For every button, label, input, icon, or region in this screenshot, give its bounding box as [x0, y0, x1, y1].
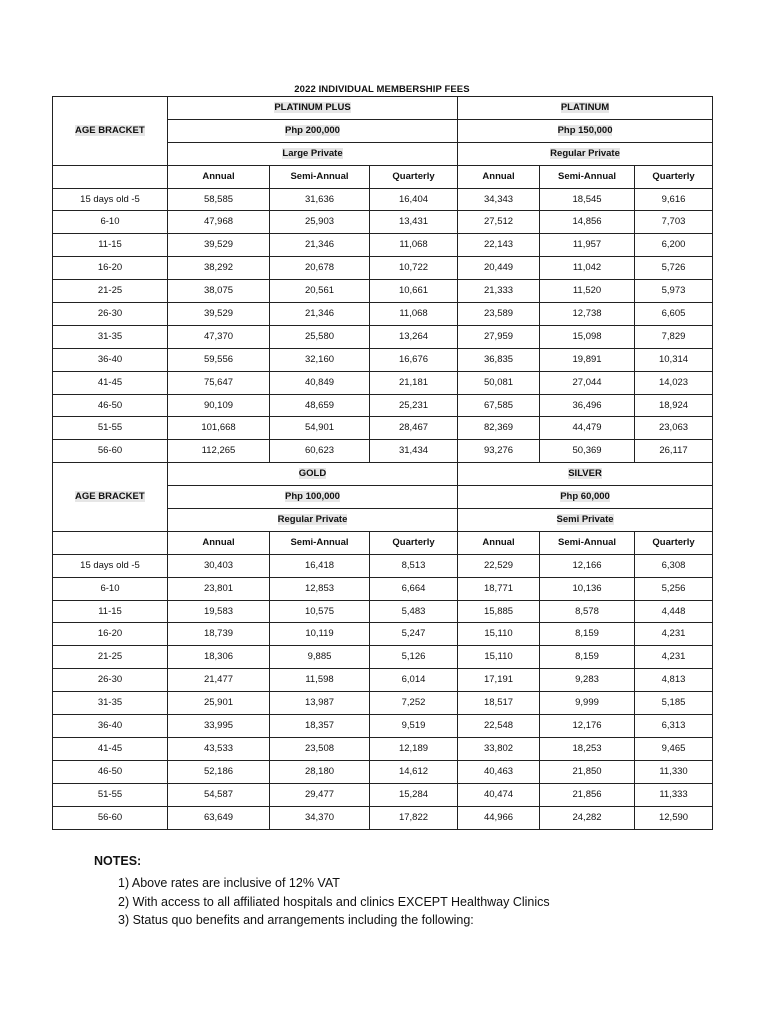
table-row [53, 211, 713, 234]
fee-cell: 67,585 [458, 394, 540, 417]
fee-cell: 8,159 [540, 646, 635, 669]
table-row [53, 577, 713, 600]
column-header: Quarterly [370, 531, 458, 554]
document-title: 2022 INDIVIDUAL MEMBERSHIP FEES [294, 84, 470, 95]
table-row [53, 234, 713, 257]
column-header: Quarterly [635, 165, 713, 188]
fee-cell: 7,703 [635, 211, 713, 234]
fee-cell: 34,343 [458, 188, 540, 211]
age-bracket-cell: 16-20 [53, 257, 168, 280]
table-row [53, 417, 713, 440]
fee-cell: 8,578 [540, 600, 635, 623]
fee-cell: 15,110 [458, 646, 540, 669]
age-bracket-cell: 11-15 [53, 600, 168, 623]
fee-cell: 27,512 [458, 211, 540, 234]
fee-cell: 26,117 [635, 440, 713, 463]
fee-cell: 18,545 [540, 188, 635, 211]
fee-cell: 11,042 [540, 257, 635, 280]
fee-cell: 30,403 [168, 554, 270, 577]
fee-cell: 44,966 [458, 806, 540, 829]
fee-cell: 11,068 [370, 234, 458, 257]
fee-cell: 15,885 [458, 600, 540, 623]
fee-cell: 54,587 [168, 783, 270, 806]
fee-cell: 47,968 [168, 211, 270, 234]
table-row [53, 440, 713, 463]
table-row [53, 715, 713, 738]
fee-cell: 22,548 [458, 715, 540, 738]
fee-cell: 5,126 [370, 646, 458, 669]
plan-price [458, 119, 713, 142]
age-bracket-cell: 56-60 [53, 806, 168, 829]
table-row [53, 737, 713, 760]
fee-cell: 5,973 [635, 280, 713, 303]
column-header: Semi-Annual [270, 165, 370, 188]
fee-cell: 27,044 [540, 371, 635, 394]
fee-cell: 12,189 [370, 737, 458, 760]
fee-cell: 12,590 [635, 806, 713, 829]
fee-cell: 6,605 [635, 303, 713, 326]
fee-cell: 25,231 [370, 394, 458, 417]
column-header: Annual [458, 165, 540, 188]
fee-cell: 9,283 [540, 669, 635, 692]
fee-cell: 11,957 [540, 234, 635, 257]
plan-price [168, 119, 458, 142]
age-bracket-cell: 11-15 [53, 234, 168, 257]
fees-table-body [53, 97, 713, 830]
fee-cell: 21,477 [168, 669, 270, 692]
fee-cell: 21,346 [270, 234, 370, 257]
fee-cell: 5,247 [370, 623, 458, 646]
age-bracket-header [53, 463, 168, 532]
fee-cell: 24,282 [540, 806, 635, 829]
fee-cell: 47,370 [168, 325, 270, 348]
table-row [53, 669, 713, 692]
age-bracket-cell: 6-10 [53, 211, 168, 234]
fee-cell: 23,589 [458, 303, 540, 326]
fee-cell: 10,722 [370, 257, 458, 280]
fee-cell: 13,264 [370, 325, 458, 348]
plan-room-type-text: Large Private [282, 147, 343, 159]
fee-cell: 9,616 [635, 188, 713, 211]
fee-cell: 19,583 [168, 600, 270, 623]
plan-room-type-text: Regular Private [277, 513, 348, 525]
fee-cell: 43,533 [168, 737, 270, 760]
age-bracket-cell: 21-25 [53, 280, 168, 303]
fee-cell: 11,520 [540, 280, 635, 303]
fee-cell: 32,160 [270, 348, 370, 371]
fee-cell: 10,661 [370, 280, 458, 303]
table-row [53, 600, 713, 623]
age-bracket-cell: 46-50 [53, 760, 168, 783]
age-bracket-cell: 41-45 [53, 371, 168, 394]
fee-cell: 21,850 [540, 760, 635, 783]
fee-cell: 10,575 [270, 600, 370, 623]
notes-section [94, 854, 550, 930]
fee-cell: 14,856 [540, 211, 635, 234]
plan-name [458, 463, 713, 486]
plan-name [458, 97, 713, 120]
fee-cell: 6,014 [370, 669, 458, 692]
table-row [53, 646, 713, 669]
fee-cell: 48,659 [270, 394, 370, 417]
table-row [53, 303, 713, 326]
age-bracket-cell: 31-35 [53, 325, 168, 348]
plan-room-type [458, 509, 713, 532]
plan-price-text: Php 200,000 [285, 124, 340, 136]
fee-cell: 27,959 [458, 325, 540, 348]
fee-cell: 63,649 [168, 806, 270, 829]
table-row [53, 348, 713, 371]
fee-cell: 20,561 [270, 280, 370, 303]
fee-cell: 50,369 [540, 440, 635, 463]
age-bracket-cell: 15 days old -5 [53, 554, 168, 577]
plan-price [168, 486, 458, 509]
fee-cell: 13,431 [370, 211, 458, 234]
table-row [53, 257, 713, 280]
age-bracket-cell: 26-30 [53, 303, 168, 326]
note-item: 1) Above rates are inclusive of 12% VAT [118, 876, 340, 890]
plan-name [168, 97, 458, 120]
table-row [53, 783, 713, 806]
table-row [53, 280, 713, 303]
table-row [53, 623, 713, 646]
fee-cell: 11,068 [370, 303, 458, 326]
fee-cell: 40,463 [458, 760, 540, 783]
age-bracket-cell: 41-45 [53, 737, 168, 760]
fee-cell: 22,529 [458, 554, 540, 577]
fee-cell: 11,598 [270, 669, 370, 692]
fee-cell: 4,231 [635, 646, 713, 669]
fee-cell: 21,181 [370, 371, 458, 394]
fee-cell: 59,556 [168, 348, 270, 371]
age-bracket-header-text: AGE BRACKET [75, 124, 145, 136]
fee-cell: 12,853 [270, 577, 370, 600]
fee-cell: 28,467 [370, 417, 458, 440]
fee-cell: 10,136 [540, 577, 635, 600]
fee-cell: 93,276 [458, 440, 540, 463]
plan-price-text: Php 150,000 [557, 124, 613, 136]
fee-cell: 17,191 [458, 669, 540, 692]
fee-cell: 12,738 [540, 303, 635, 326]
plan-room-type [168, 509, 458, 532]
fee-cell: 23,801 [168, 577, 270, 600]
age-bracket-cell: 56-60 [53, 440, 168, 463]
fee-cell: 33,802 [458, 737, 540, 760]
fee-cell: 6,200 [635, 234, 713, 257]
fee-cell: 38,292 [168, 257, 270, 280]
age-bracket-cell: 46-50 [53, 394, 168, 417]
plan-room-type [458, 142, 713, 165]
plan-name-text: PLATINUM PLUS [274, 101, 351, 113]
fee-cell: 33,995 [168, 715, 270, 738]
notes-heading: NOTES: [94, 854, 142, 868]
fee-cell: 25,901 [168, 692, 270, 715]
fee-cell: 15,098 [540, 325, 635, 348]
fee-cell: 14,023 [635, 371, 713, 394]
plan-name-row [53, 97, 713, 120]
fee-cell: 101,668 [168, 417, 270, 440]
fee-cell: 5,726 [635, 257, 713, 280]
fee-cell: 16,676 [370, 348, 458, 371]
fee-cell: 18,924 [635, 394, 713, 417]
fee-cell: 39,529 [168, 234, 270, 257]
fee-cell: 8,159 [540, 623, 635, 646]
fee-cell: 36,496 [540, 394, 635, 417]
fee-cell: 112,265 [168, 440, 270, 463]
fee-cell: 40,474 [458, 783, 540, 806]
column-header: Quarterly [635, 531, 713, 554]
fee-cell: 44,479 [540, 417, 635, 440]
plan-room-type [168, 142, 458, 165]
fee-cell: 12,176 [540, 715, 635, 738]
age-bracket-cell: 36-40 [53, 348, 168, 371]
fee-cell: 18,739 [168, 623, 270, 646]
fee-cell: 6,313 [635, 715, 713, 738]
fee-cell: 5,483 [370, 600, 458, 623]
fee-cell: 21,346 [270, 303, 370, 326]
fee-cell: 19,891 [540, 348, 635, 371]
note-item: 3) Status quo benefits and arrangements including the following: [118, 913, 474, 927]
fee-cell: 8,513 [370, 554, 458, 577]
plan-name-text: GOLD [298, 468, 327, 480]
age-bracket-cell: 15 days old -5 [53, 188, 168, 211]
fee-cell: 22,143 [458, 234, 540, 257]
fee-cell: 10,314 [635, 348, 713, 371]
fee-cell: 7,829 [635, 325, 713, 348]
fee-cell: 18,253 [540, 737, 635, 760]
fee-cell: 9,465 [635, 737, 713, 760]
fee-cell: 15,284 [370, 783, 458, 806]
fee-cell: 13,987 [270, 692, 370, 715]
fee-cell: 75,647 [168, 371, 270, 394]
plan-name-text: SILVER [568, 468, 602, 480]
fee-cell: 90,109 [168, 394, 270, 417]
fee-cell: 5,185 [635, 692, 713, 715]
fee-cell: 29,477 [270, 783, 370, 806]
column-header: Semi-Annual [540, 531, 635, 554]
fee-cell: 14,612 [370, 760, 458, 783]
fee-cell: 50,081 [458, 371, 540, 394]
fee-cell: 23,063 [635, 417, 713, 440]
column-header: Annual [168, 165, 270, 188]
fee-cell: 18,771 [458, 577, 540, 600]
fee-cell: 6,664 [370, 577, 458, 600]
age-bracket-cell: 51-55 [53, 417, 168, 440]
fee-cell: 7,252 [370, 692, 458, 715]
table-row [53, 760, 713, 783]
column-header-row [53, 165, 713, 188]
fee-cell: 60,623 [270, 440, 370, 463]
age-bracket-header-text: AGE BRACKET [75, 491, 145, 503]
age-bracket-cell: 26-30 [53, 669, 168, 692]
note-item: 2) With access to all affiliated hospitals and clinics EXCEPT Healthway Clinics [118, 894, 550, 909]
fee-cell: 58,585 [168, 188, 270, 211]
plan-price [458, 486, 713, 509]
fee-cell: 11,333 [635, 783, 713, 806]
fee-cell: 17,822 [370, 806, 458, 829]
table-row [53, 325, 713, 348]
fee-cell: 16,404 [370, 188, 458, 211]
plan-price-text: Php 100,000 [285, 491, 340, 503]
fee-cell: 4,231 [635, 623, 713, 646]
age-bracket-cell: 16-20 [53, 623, 168, 646]
fee-cell: 18,517 [458, 692, 540, 715]
fee-cell: 31,636 [270, 188, 370, 211]
age-bracket-header [53, 97, 168, 166]
age-bracket-cell: 51-55 [53, 783, 168, 806]
fee-cell: 4,448 [635, 600, 713, 623]
fee-cell: 21,333 [458, 280, 540, 303]
fee-cell: 39,529 [168, 303, 270, 326]
fee-cell: 54,901 [270, 417, 370, 440]
fee-cell: 9,519 [370, 715, 458, 738]
column-header: Annual [168, 531, 270, 554]
column-header-row [53, 531, 713, 554]
column-header: Annual [458, 531, 540, 554]
fee-cell: 34,370 [270, 806, 370, 829]
fee-cell: 5,256 [635, 577, 713, 600]
fee-cell: 28,180 [270, 760, 370, 783]
table-row [53, 188, 713, 211]
fee-cell: 12,166 [540, 554, 635, 577]
membership-fees-table [52, 96, 713, 830]
fee-cell: 16,418 [270, 554, 370, 577]
fee-cell: 15,110 [458, 623, 540, 646]
plan-room-type-text: Semi Private [556, 513, 614, 525]
fee-cell: 4,813 [635, 669, 713, 692]
fee-cell: 38,075 [168, 280, 270, 303]
fee-cell: 10,119 [270, 623, 370, 646]
table-row [53, 371, 713, 394]
fee-cell: 18,306 [168, 646, 270, 669]
fee-cell: 40,849 [270, 371, 370, 394]
table-row [53, 554, 713, 577]
fee-cell: 52,186 [168, 760, 270, 783]
fee-cell: 25,903 [270, 211, 370, 234]
fee-cell: 25,580 [270, 325, 370, 348]
plan-room-type-text: Regular Private [550, 147, 620, 159]
plan-price-text: Php 60,000 [560, 491, 610, 503]
empty-header-cell [53, 531, 168, 554]
fee-cell: 9,885 [270, 646, 370, 669]
fee-cell: 36,835 [458, 348, 540, 371]
plan-name-text: PLATINUM [560, 101, 610, 113]
plan-name-row [53, 463, 713, 486]
column-header: Semi-Annual [270, 531, 370, 554]
age-bracket-cell: 6-10 [53, 577, 168, 600]
fee-cell: 20,678 [270, 257, 370, 280]
table-row [53, 806, 713, 829]
fee-cell: 21,856 [540, 783, 635, 806]
age-bracket-cell: 21-25 [53, 646, 168, 669]
fee-cell: 18,357 [270, 715, 370, 738]
age-bracket-cell: 31-35 [53, 692, 168, 715]
plan-name [168, 463, 458, 486]
column-header: Quarterly [370, 165, 458, 188]
fee-cell: 11,330 [635, 760, 713, 783]
fee-cell: 20,449 [458, 257, 540, 280]
empty-header-cell [53, 165, 168, 188]
age-bracket-cell: 36-40 [53, 715, 168, 738]
column-header: Semi-Annual [540, 165, 635, 188]
fee-cell: 9,999 [540, 692, 635, 715]
fee-cell: 82,369 [458, 417, 540, 440]
table-row [53, 692, 713, 715]
table-row [53, 394, 713, 417]
fee-cell: 31,434 [370, 440, 458, 463]
fee-cell: 23,508 [270, 737, 370, 760]
fee-cell: 6,308 [635, 554, 713, 577]
